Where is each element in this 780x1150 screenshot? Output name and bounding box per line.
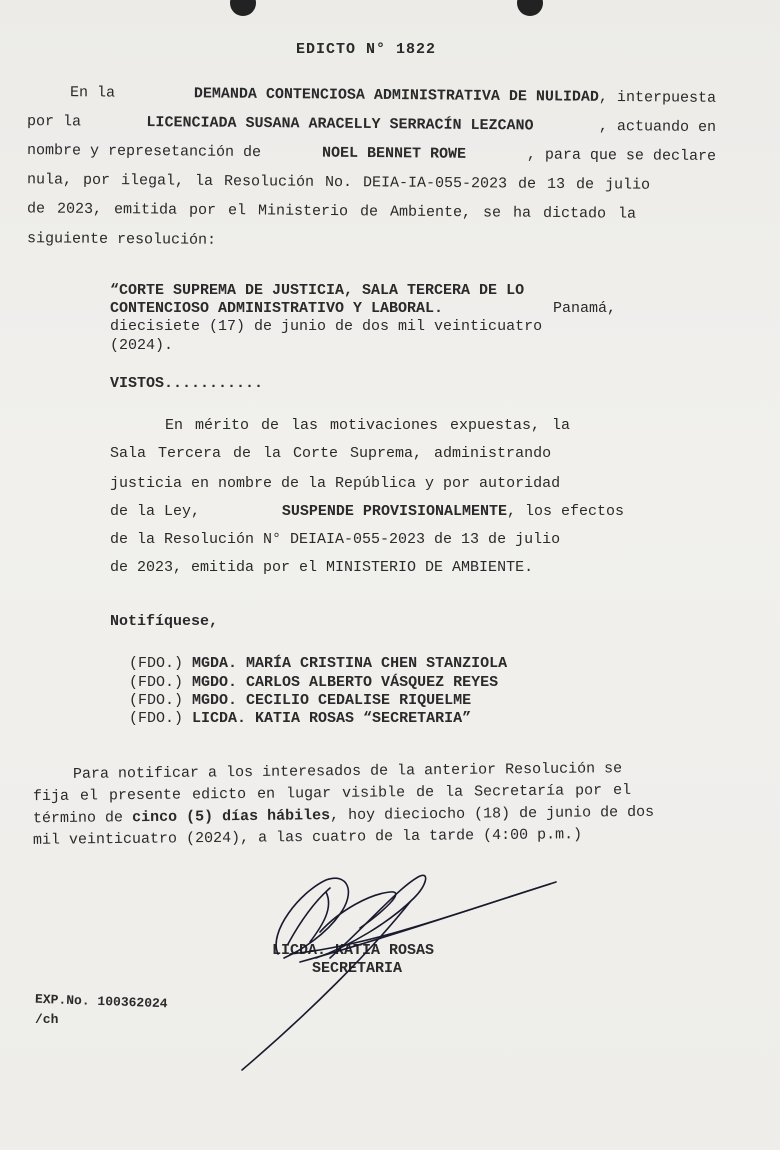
binder-hole: [517, 0, 543, 16]
signer-name: LICDA. KATIA ROSAS: [272, 942, 435, 959]
notice-line-4: mil veinticuatro (2024), a las cuatro de la tarde (4:00 p.m.): [32, 826, 583, 849]
notice-line-2: fija el presente edicto en lugar visible de la Secretaría por el: [32, 781, 632, 806]
quote-line-1: “CORTE SUPREMA DE JUSTICIA, SALA TERCERA DE LO: [110, 282, 525, 299]
intro-line-3: nombre y represetanción de NOEL BENNET ROWE , para que se declare: [26, 141, 717, 166]
handwritten-signature: [230, 862, 570, 1082]
intro-line-2: por la LICENCIADA SUSANA ARACELLY SERRACÍN LEZCANO , actuando en: [26, 112, 717, 137]
intro-line-4: nula, por ilegal, la Resolución No. DEIA-IA-055-2023 de 13 de julio: [26, 171, 651, 194]
notifiquese-heading: Notifíquese,: [110, 613, 219, 630]
quote-line-2: CONTENCIOSO ADMINISTRATIVO Y LABORAL. Panamá,: [110, 300, 616, 317]
intro-line-5: de 2023, emitida por el Ministerio de Ambiente, se ha dictado la: [26, 200, 637, 223]
expediente-initials: /ch: [35, 1012, 59, 1027]
signatory-line: (FDO.) MGDO. CARLOS ALBERTO VÁSQUEZ REYES: [129, 674, 499, 691]
edict-title: EDICTO N° 1822: [296, 41, 437, 58]
body-line-4: de la Ley, SUSPENDE PROVISIONALMENTE, los efectos: [110, 503, 624, 520]
intro-line-1: En la DEMANDA CONTENCIOSA ADMINISTRATIVA DE NULIDAD, interpuesta: [69, 84, 717, 107]
intro-line-6: siguiente resolución:: [26, 230, 217, 249]
body-line-5: de la Resolución N° DEIAIA-055-2023 de 13 de julio: [110, 531, 561, 548]
vistos-heading: VISTOS...........: [110, 375, 264, 392]
body-line-1: En mérito de las motivaciones expuestas, la: [165, 417, 571, 434]
signer-role: SECRETARIA: [312, 960, 403, 977]
quote-line-3: diecisiete (17) de junio de dos mil veinticuatro: [110, 318, 543, 335]
body-line-6: de 2023, emitida por el MINISTERIO DE AMBIENTE.: [110, 559, 534, 576]
expediente-number: EXP.No. 100362024: [34, 991, 168, 1012]
notice-line-1: Para notificar a los interesados de la anterior Resolución se: [72, 760, 623, 783]
signatory-line: (FDO.) LICDA. KATIA ROSAS “SECRETARIA”: [129, 710, 472, 727]
binder-hole: [230, 0, 256, 16]
body-line-3: justicia en nombre de la República y por autoridad: [110, 475, 561, 492]
signatory-line: (FDO.) MGDO. CECILIO CEDALISE RIQUELME: [129, 692, 472, 709]
quote-line-4: (2024).: [110, 337, 174, 354]
body-line-2: Sala Tercera de la Corte Suprema, administrando: [110, 445, 552, 462]
signatory-line: (FDO.) MGDA. MARÍA CRISTINA CHEN STANZIOLA: [129, 655, 508, 672]
notice-line-3: término de cinco (5) días hábiles, hoy dieciocho (18) de junio de dos: [32, 803, 655, 828]
